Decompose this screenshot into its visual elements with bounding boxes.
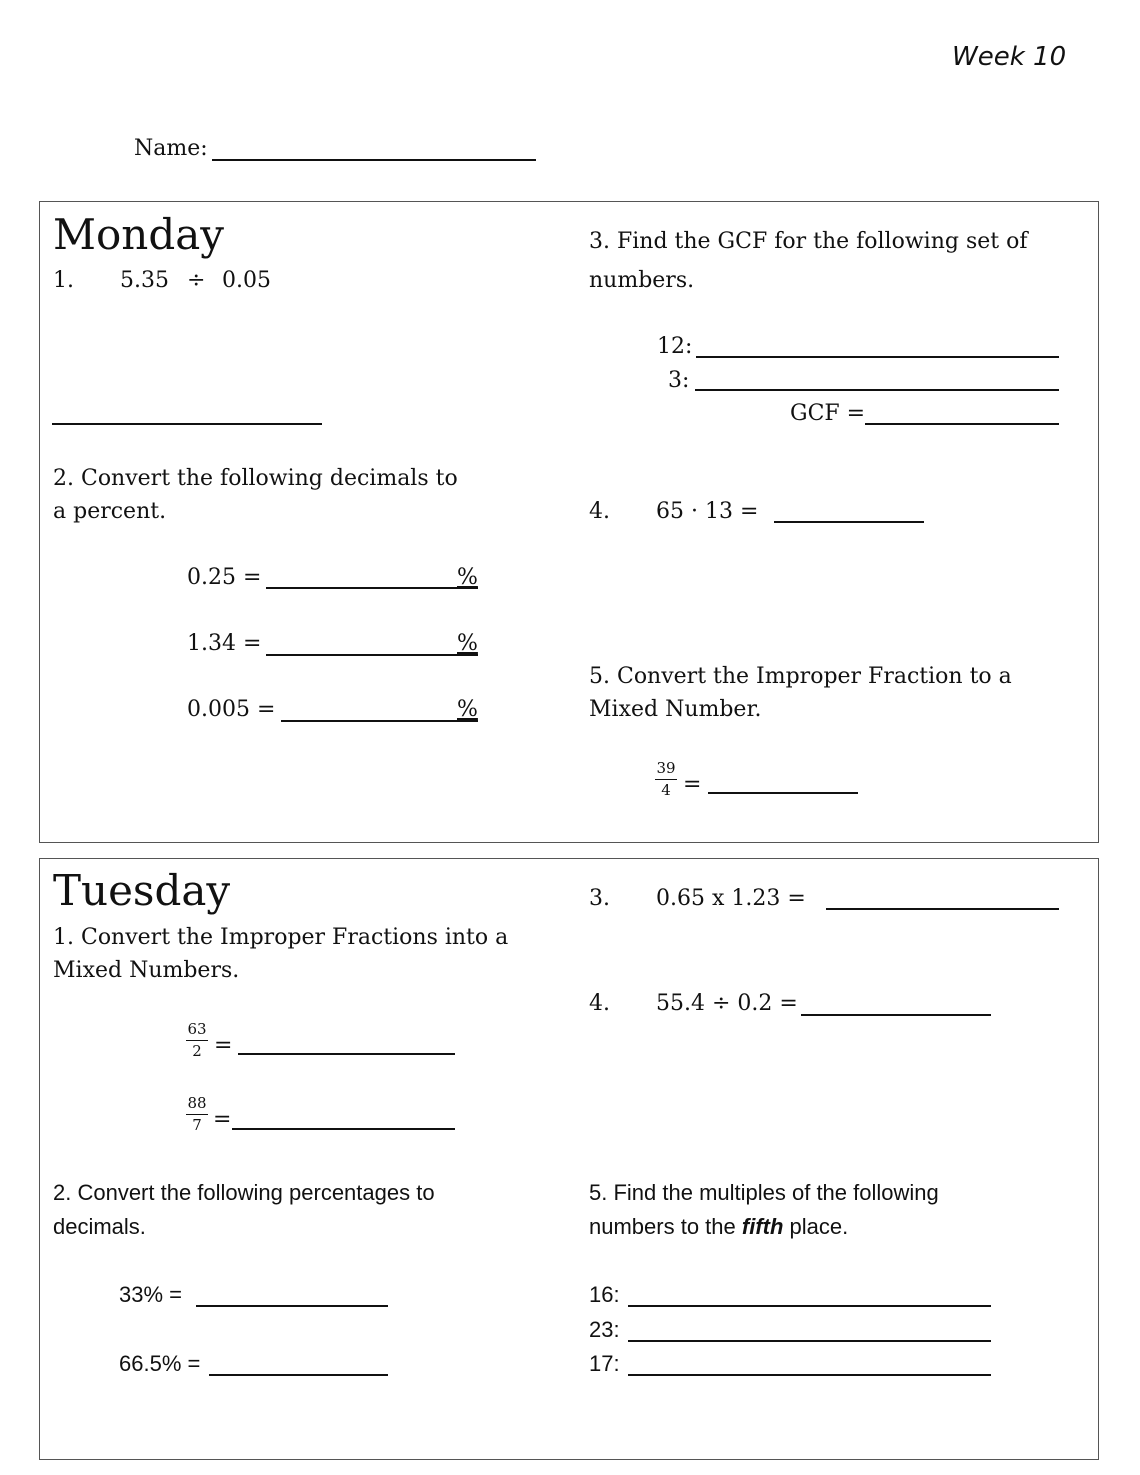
- tuesday-q5-row-label: 16:: [589, 1282, 620, 1307]
- name-answer-line[interactable]: [212, 159, 536, 161]
- tuesday-q3-number: 3.: [589, 886, 610, 911]
- tuesday-q5-prompt-line2: [589, 1214, 848, 1240]
- fraction-denominator: 2: [192, 1042, 202, 1060]
- tuesday-q2-prompt-line1: 2. Convert the following percentages to: [53, 1180, 435, 1205]
- monday-q5-prompt-line2: Mixed Number.: [589, 697, 762, 722]
- tuesday-q4-expression: 55.4 ÷ 0.2 =: [656, 991, 798, 1016]
- monday-q4-number: 4.: [589, 499, 610, 524]
- monday-q2-item-label: 0.005 =: [187, 697, 276, 722]
- tuesday-title: Tuesday: [53, 866, 231, 915]
- monday-q5-equals: =: [683, 772, 702, 797]
- monday-q3-gcf-answer-line[interactable]: [865, 423, 1059, 425]
- tuesday-q1-equals: =: [214, 1033, 233, 1058]
- tuesday-q5-row-label: 23:: [589, 1317, 620, 1342]
- tuesday-q5-row-label: 17:: [589, 1351, 620, 1376]
- fraction-numerator: 88: [187, 1094, 207, 1112]
- tuesday-q2-item-label: 33% =: [119, 1282, 182, 1307]
- monday-q3-answer-line-12[interactable]: [696, 356, 1059, 358]
- monday-q3-gcf-label: GCF =: [790, 401, 866, 426]
- tuesday-q2-answer-line[interactable]: [196, 1305, 388, 1307]
- fraction-numerator: 39: [656, 759, 676, 777]
- fraction-bar: [655, 779, 677, 780]
- tuesday-q3-answer-line[interactable]: [826, 908, 1059, 910]
- tuesday-q1-fraction: [186, 1022, 208, 1059]
- monday-q3-prompt-line2: numbers.: [589, 268, 695, 293]
- monday-q1-divisor: 0.05: [222, 268, 271, 293]
- monday-q2-item-label: 1.34 =: [187, 631, 262, 656]
- tuesday-q1-prompt-line2: Mixed Numbers.: [53, 958, 240, 983]
- tuesday-q1-answer-line[interactable]: [232, 1128, 455, 1130]
- monday-q2-answer-line[interactable]: [281, 720, 478, 722]
- tuesday-q4-answer-line[interactable]: [801, 1014, 991, 1016]
- monday-q5-answer-line[interactable]: [708, 792, 858, 794]
- monday-q3-answer-line-3[interactable]: [695, 389, 1059, 391]
- monday-q2-prompt-line1: 2. Convert the following decimals to: [53, 466, 458, 491]
- percent-sign: %: [457, 631, 478, 656]
- percent-sign: %: [457, 565, 478, 590]
- fraction-bar: [186, 1114, 208, 1115]
- monday-q3-prompt-line1: 3. Find the GCF for the following set of: [589, 229, 1028, 254]
- tuesday-q5-prompt-line1: 5. Find the multiples of the following: [589, 1180, 939, 1205]
- tuesday-q5-answer-line[interactable]: [628, 1374, 991, 1376]
- fraction-numerator: 63: [187, 1020, 207, 1038]
- monday-q5-fraction: [655, 761, 677, 798]
- tuesday-q5-answer-line[interactable]: [628, 1305, 991, 1307]
- monday-section: [39, 201, 1099, 843]
- monday-q1-answer-line[interactable]: [52, 423, 322, 425]
- monday-q1-number: 1.: [53, 268, 74, 293]
- name-label: Name:: [134, 136, 208, 161]
- percent-sign: %: [457, 697, 478, 722]
- tuesday-q1-answer-line[interactable]: [238, 1053, 455, 1055]
- monday-q2-answer-line[interactable]: [266, 654, 478, 656]
- tuesday-q2-prompt-line2: decimals.: [53, 1214, 146, 1239]
- monday-q4-answer-line[interactable]: [774, 521, 924, 523]
- monday-q1-dividend: 5.35: [120, 268, 169, 293]
- fraction-bar: [186, 1040, 208, 1041]
- tuesday-q1-prompt-line1: 1. Convert the Improper Fractions into a: [53, 925, 509, 950]
- tuesday-q2-answer-line[interactable]: [209, 1374, 388, 1376]
- tuesday-q5-answer-line[interactable]: [628, 1340, 991, 1342]
- tuesday-q1-equals: =: [213, 1107, 232, 1132]
- monday-title: Monday: [53, 210, 224, 259]
- tuesday-q3-expression: 0.65 x 1.23 =: [656, 886, 806, 911]
- tuesday-q4-number: 4.: [589, 991, 610, 1016]
- prompt-text: place.: [783, 1214, 849, 1239]
- monday-q1-operator: ÷: [187, 268, 206, 293]
- monday-q3-row-label-3: 3:: [668, 368, 690, 393]
- monday-q2-item-label: 0.25 =: [187, 565, 262, 590]
- monday-q5-prompt-line1: 5. Convert the Improper Fraction to a: [589, 664, 1012, 689]
- tuesday-q1-fraction: [186, 1096, 208, 1133]
- emphasis-word: fifth: [741, 1214, 784, 1239]
- fraction-denominator: 4: [661, 781, 671, 799]
- week-label: Week 10: [952, 42, 1067, 72]
- monday-q4-expression: 65 · 13 =: [656, 499, 759, 524]
- monday-q2-answer-line[interactable]: [266, 587, 478, 589]
- monday-q3-row-label-12: 12:: [657, 334, 693, 359]
- fraction-denominator: 7: [192, 1116, 202, 1134]
- monday-q2-prompt-line2: a percent.: [53, 499, 167, 524]
- tuesday-q2-item-label: 66.5% =: [119, 1351, 201, 1376]
- prompt-text: numbers to the: [589, 1214, 742, 1239]
